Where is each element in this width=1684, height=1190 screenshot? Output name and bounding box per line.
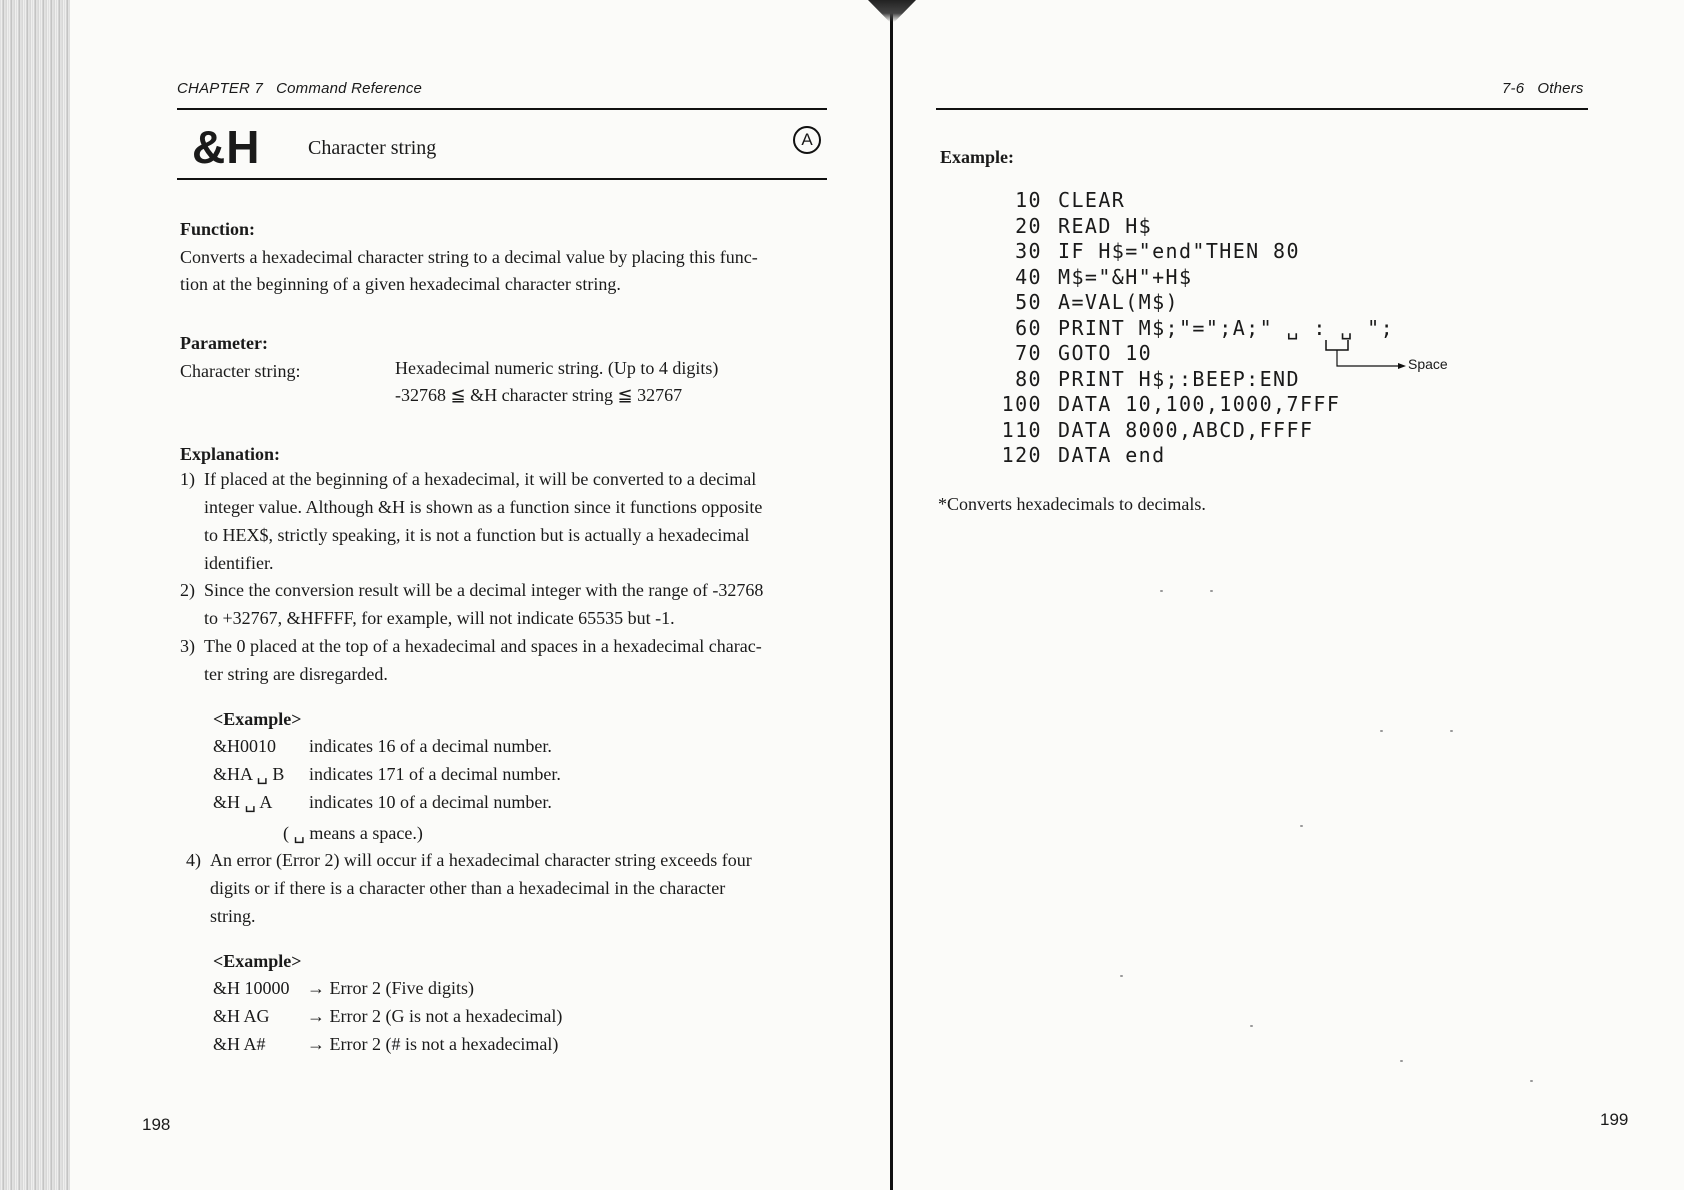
example-code: &H AG — [213, 1006, 270, 1026]
example-heading: Example: — [940, 147, 1014, 167]
item-line: The 0 placed at the top of a hexadecimal and spaces in a hexadecimal charac- — [204, 636, 762, 656]
example-row — [213, 792, 813, 820]
command-description: Character string — [308, 137, 437, 159]
basic-program-listing: 10 CLEAR 20 READ H$ 30 IF H$="end"THEN 80 40 M$="&H"+H$ 50 A=VAL(M$) 60 PRINT M$;"=";A;" ␣ : ␣ "; 70 GOTO 10 80 PRINT H$;:BEEP:END 100 DATA 10,100,1000,7FFF 110 DATA 8000,ABCD,FFFF 120 DATA end — [1001, 188, 1395, 467]
space-callout-arrow-icon — [1320, 338, 1420, 378]
page-edge-stack — [0, 0, 70, 1190]
example-code: &H ␣ A — [213, 792, 273, 812]
page-number-left: 198 — [142, 1115, 171, 1134]
item-line: string. — [210, 906, 256, 926]
section-title: Others — [1537, 80, 1584, 97]
item-line: digits or if there is a character other than a hexadecimal in the character — [210, 878, 726, 898]
scan-speck — [1380, 730, 1383, 732]
example-row — [213, 764, 813, 792]
example-row — [213, 736, 813, 764]
example-row — [213, 1006, 813, 1034]
example-desc: indicates 10 of a decimal number. — [309, 792, 552, 812]
parameter-line-2: -32768 ≦ &H character string ≦ 32767 — [395, 385, 683, 405]
function-line-2: tion at the beginning of a given hexadecimal character string. — [180, 274, 621, 294]
example-row — [213, 978, 813, 1006]
space-note: ( ␣ means a space.) — [283, 823, 423, 843]
item-line: If placed at the beginning of a hexadecimal, it will be converted to a decimal — [204, 469, 757, 489]
example-code: &H0010 — [213, 736, 276, 756]
explanation-item-2 — [180, 576, 900, 632]
header-rule-top — [177, 108, 827, 110]
command-name: &H — [192, 121, 261, 173]
scan-speck — [1160, 590, 1163, 592]
mode-badge-icon: A — [793, 126, 821, 154]
chapter-title: Command Reference — [276, 80, 423, 97]
example-desc: → Error 2 (G is not a hexadecimal) — [307, 1006, 563, 1026]
example-note: *Converts hexadecimals to decimals. — [938, 494, 1206, 514]
scan-speck — [1120, 975, 1123, 977]
item-line: identifier. — [204, 553, 274, 573]
section-number: 7-6 — [1502, 80, 1525, 97]
example-code: &H A# — [213, 1034, 266, 1054]
item-line: integer value. Although &H is shown as a function since it functions opposite — [204, 497, 763, 517]
example-code: &H 10000 — [213, 978, 290, 998]
example-desc: indicates 171 of a decimal number. — [309, 764, 561, 784]
header-rule-right — [936, 108, 1588, 110]
function-line-1: Converts a hexadecimal character string to a decimal value by placing this func- — [180, 247, 758, 267]
explanation-item-1 — [180, 465, 900, 577]
space-label: Space — [1408, 356, 1448, 372]
parameter-line-1: Hexadecimal numeric string. (Up to 4 digits) — [395, 358, 719, 378]
item-number: 2) — [180, 580, 195, 600]
example-desc: → Error 2 (# is not a hexadecimal) — [307, 1034, 559, 1054]
example-desc: → Error 2 (Five digits) — [307, 978, 474, 998]
explanation-item-3 — [180, 632, 900, 688]
item-number: 1) — [180, 469, 195, 489]
item-line: Since the conversion result will be a decimal integer with the range of -32768 — [204, 580, 764, 600]
example-row — [213, 1034, 813, 1062]
scan-speck — [1210, 590, 1213, 592]
scan-speck — [1250, 1025, 1253, 1027]
parameter-heading: Parameter: — [180, 333, 268, 353]
example-code: &HA ␣ B — [213, 764, 285, 784]
example-heading-2: <Example> — [213, 951, 302, 971]
scan-speck — [1300, 825, 1303, 827]
item-line: to HEX$, strictly speaking, it is not a function but is actually a hexadecimal — [204, 525, 750, 545]
explanation-item-4 — [186, 846, 906, 930]
item-line: to +32767, &HFFFF, for example, will not indicate 65535 but -1. — [204, 608, 675, 628]
scan-speck — [1450, 730, 1453, 732]
scan-speck — [1400, 1060, 1403, 1062]
scan-speck — [1530, 1080, 1533, 1082]
example-desc: indicates 16 of a decimal number. — [309, 736, 552, 756]
function-heading: Function: — [180, 219, 256, 239]
item-line: An error (Error 2) will occur if a hexadecimal character string exceeds four — [210, 850, 752, 870]
chapter-label: CHAPTER 7 — [177, 80, 263, 97]
running-header-right — [1502, 80, 1584, 97]
item-line: ter string are disregarded. — [204, 664, 388, 684]
header-rule-bottom — [177, 178, 827, 180]
left-page — [70, 0, 885, 1190]
item-number: 3) — [180, 636, 195, 656]
running-header-left — [177, 80, 422, 97]
parameter-name: Character string: — [180, 361, 301, 381]
example-heading-1: <Example> — [213, 709, 302, 729]
page-number-right: 199 — [1600, 1110, 1629, 1129]
item-number: 4) — [186, 850, 201, 870]
right-page — [900, 0, 1684, 1190]
explanation-heading: Explanation: — [180, 444, 281, 464]
